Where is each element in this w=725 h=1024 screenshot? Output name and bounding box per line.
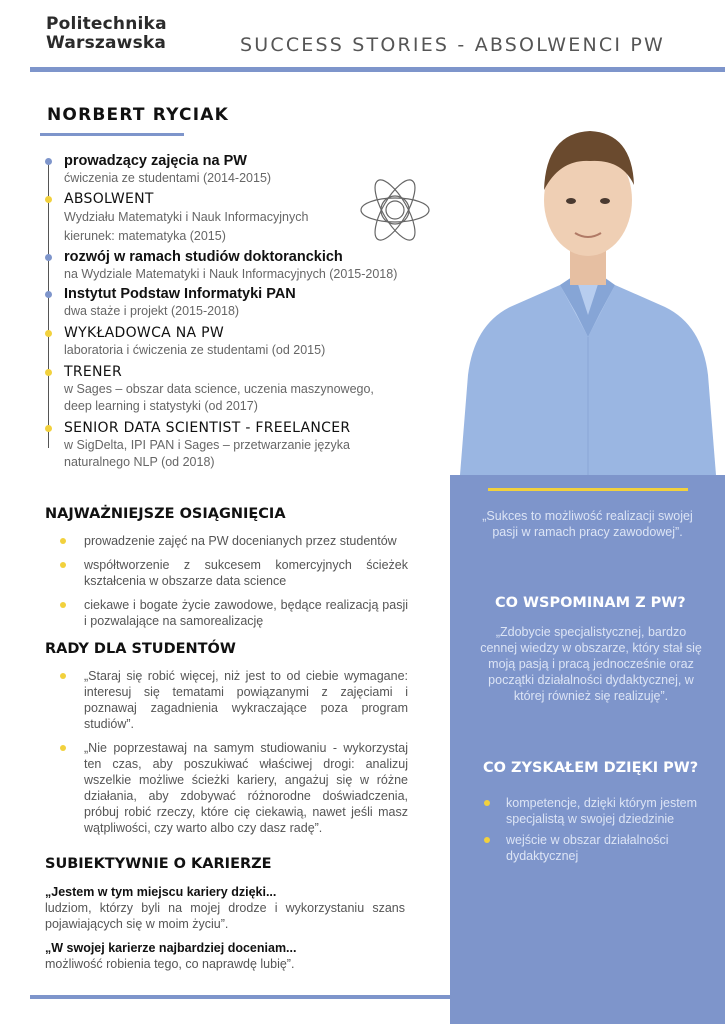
advice-text: „Staraj się robić więcej, niż jest to od ciebie wymagane: interesuj się tematami powiązanymi z zajęciami i poznawaj zagadnienia wykraczające poza program studiów”. <box>84 669 408 731</box>
list-item <box>482 832 702 864</box>
subjective-text: ludziom, którzy byli na mojej drodze i wykorzystaniu szans pojawiających się w moim życiu”. <box>45 901 405 931</box>
achievements-heading: NAJWAŻNIEJSZE OSIĄGNIĘCIA <box>45 506 286 522</box>
panel-accent-line <box>488 488 688 491</box>
subjective-heading: SUBIEKTYWNIE O KARIERZE <box>45 856 272 872</box>
timeline-desc: Wydziału Matematyki i Nauk Informacyjnych kierunek: matematyka (2015) <box>64 210 309 243</box>
timeline-item <box>40 248 440 283</box>
gained-heading: CO ZYSKAŁEM DZIĘKI PW? <box>483 760 699 776</box>
timeline-title: WYKŁADOWCA NA PW <box>64 325 225 341</box>
bullet-dot <box>60 538 66 544</box>
list-item <box>58 557 408 589</box>
logo-line-1: Politechnika <box>46 14 167 34</box>
timeline-title: TRENER <box>64 364 122 380</box>
list-item <box>482 795 702 827</box>
subjective-title: „W swojej karierze najbardziej doceniam... <box>45 941 297 955</box>
timeline-title: ABSOLWENT <box>64 191 154 207</box>
right-info-panel <box>450 475 725 1024</box>
timeline-dot <box>45 369 52 376</box>
timeline-dot <box>45 330 52 337</box>
bullet-dot <box>60 602 66 608</box>
timeline-title: SENIOR DATA SCIENTIST - FREELANCER <box>64 420 351 436</box>
timeline-title: Instytut Podstaw Informatyki PAN <box>64 286 296 302</box>
timeline-desc: na Wydziale Matematyki i Nauk Informacyjnych (2015-2018) <box>64 267 398 281</box>
advice-text: „Nie poprzestawaj na samym studiowaniu - wykorzystaj ten czas, aby poszukiwać właściwej drogi: analizuj wszelkie możliwe ścieżki kariery, angażuj się w różne działania, aby zdobywać różnorodne doświadczenia, próbuj robić rzeczy, które cię ciekawią, nawet jeśli masz wątpliwości, czy warto albo czy dasz radę”. <box>84 741 408 835</box>
timeline-desc: ćwiczenia ze studentami (2014-2015) <box>64 171 272 185</box>
logo-line-2: Warszawska <box>46 33 167 53</box>
timeline-desc: dwa staże i projekt (2015-2018) <box>64 304 240 318</box>
page-header-title: SUCCESS STORIES - ABSOLWENCI PW <box>240 34 666 56</box>
timeline-title: rozwój w ramach studiów doktoranckich <box>64 249 343 265</box>
bullet-dot <box>60 673 66 679</box>
timeline-desc: w SigDelta, IPI PAN i Sages – przetwarzanie języka naturalnego NLP (od 2018) <box>64 438 351 469</box>
footer-divider <box>30 995 450 999</box>
timeline-item <box>40 363 440 415</box>
achievement-text: prowadzenie zajęć na PW docenianych przez studentów <box>84 534 397 548</box>
timeline-dot <box>45 196 52 203</box>
gained-list <box>482 795 702 869</box>
timeline-dot <box>45 291 52 298</box>
bullet-dot <box>60 745 66 751</box>
list-item <box>58 533 408 549</box>
list-item <box>58 740 408 836</box>
gained-item-text: kompetencje, dzięki którym jestem specjalistą w swojej dziedzinie <box>506 796 698 826</box>
bullet-dot <box>60 562 66 568</box>
subjective-title: „Jestem w tym miejscu kariery dzięki... <box>45 885 277 899</box>
remember-text: „Zdobycie specjalistycznej, bardzo cennej wiedzy w obszarze, który stał się moją pasją i pracą jednocześnie oraz początki działalności dydaktycznej, w której również się realizuję”. <box>480 625 702 703</box>
timeline-dot <box>45 425 52 432</box>
timeline-desc: laboratoria i ćwiczenia ze studentami (od 2015) <box>64 343 326 357</box>
subjective-text: możliwość robienia tego, co naprawdę lubię”. <box>45 957 295 971</box>
portrait-photo <box>450 75 725 475</box>
bullet-dot <box>484 800 490 806</box>
list-item <box>58 668 408 732</box>
advice-heading: RADY DLA STUDENTÓW <box>45 641 236 657</box>
achievements-list <box>58 533 408 637</box>
achievement-text: współtworzenie z sukcesem komercyjnych ścieżek kształcenia w obszarze data science <box>84 558 408 588</box>
subjective-section <box>45 884 405 980</box>
timeline-item <box>40 285 440 320</box>
timeline-item <box>40 419 440 471</box>
advice-list <box>58 668 408 844</box>
timeline-item <box>40 324 440 359</box>
person-name: NORBERT RYCIAK <box>47 105 229 125</box>
bullet-dot <box>484 837 490 843</box>
timeline-desc: w Sages – obszar data science, uczenia maszynowego, deep learning i statystyki (od 2017) <box>64 382 374 413</box>
university-emblem-icon <box>357 175 433 245</box>
timeline-title: prowadzący zajęcia na PW <box>64 153 247 169</box>
list-item <box>58 597 408 629</box>
university-logo <box>46 15 167 53</box>
timeline-dot <box>45 158 52 165</box>
header-divider <box>30 67 725 72</box>
timeline-dot <box>45 254 52 261</box>
name-underline <box>40 133 184 136</box>
gained-item-text: wejście w obszar działalności dydaktycznej <box>506 833 669 863</box>
motto-quote: „Sukces to możliwość realizacji swojej pasji w ramach pracy zawodowej”. <box>482 509 693 539</box>
remember-heading: CO WSPOMINAM Z PW? <box>495 595 686 611</box>
achievement-text: ciekawe i bogate życie zawodowe, będące realizacją pasji i pozwalające na samorealizację <box>84 598 408 628</box>
